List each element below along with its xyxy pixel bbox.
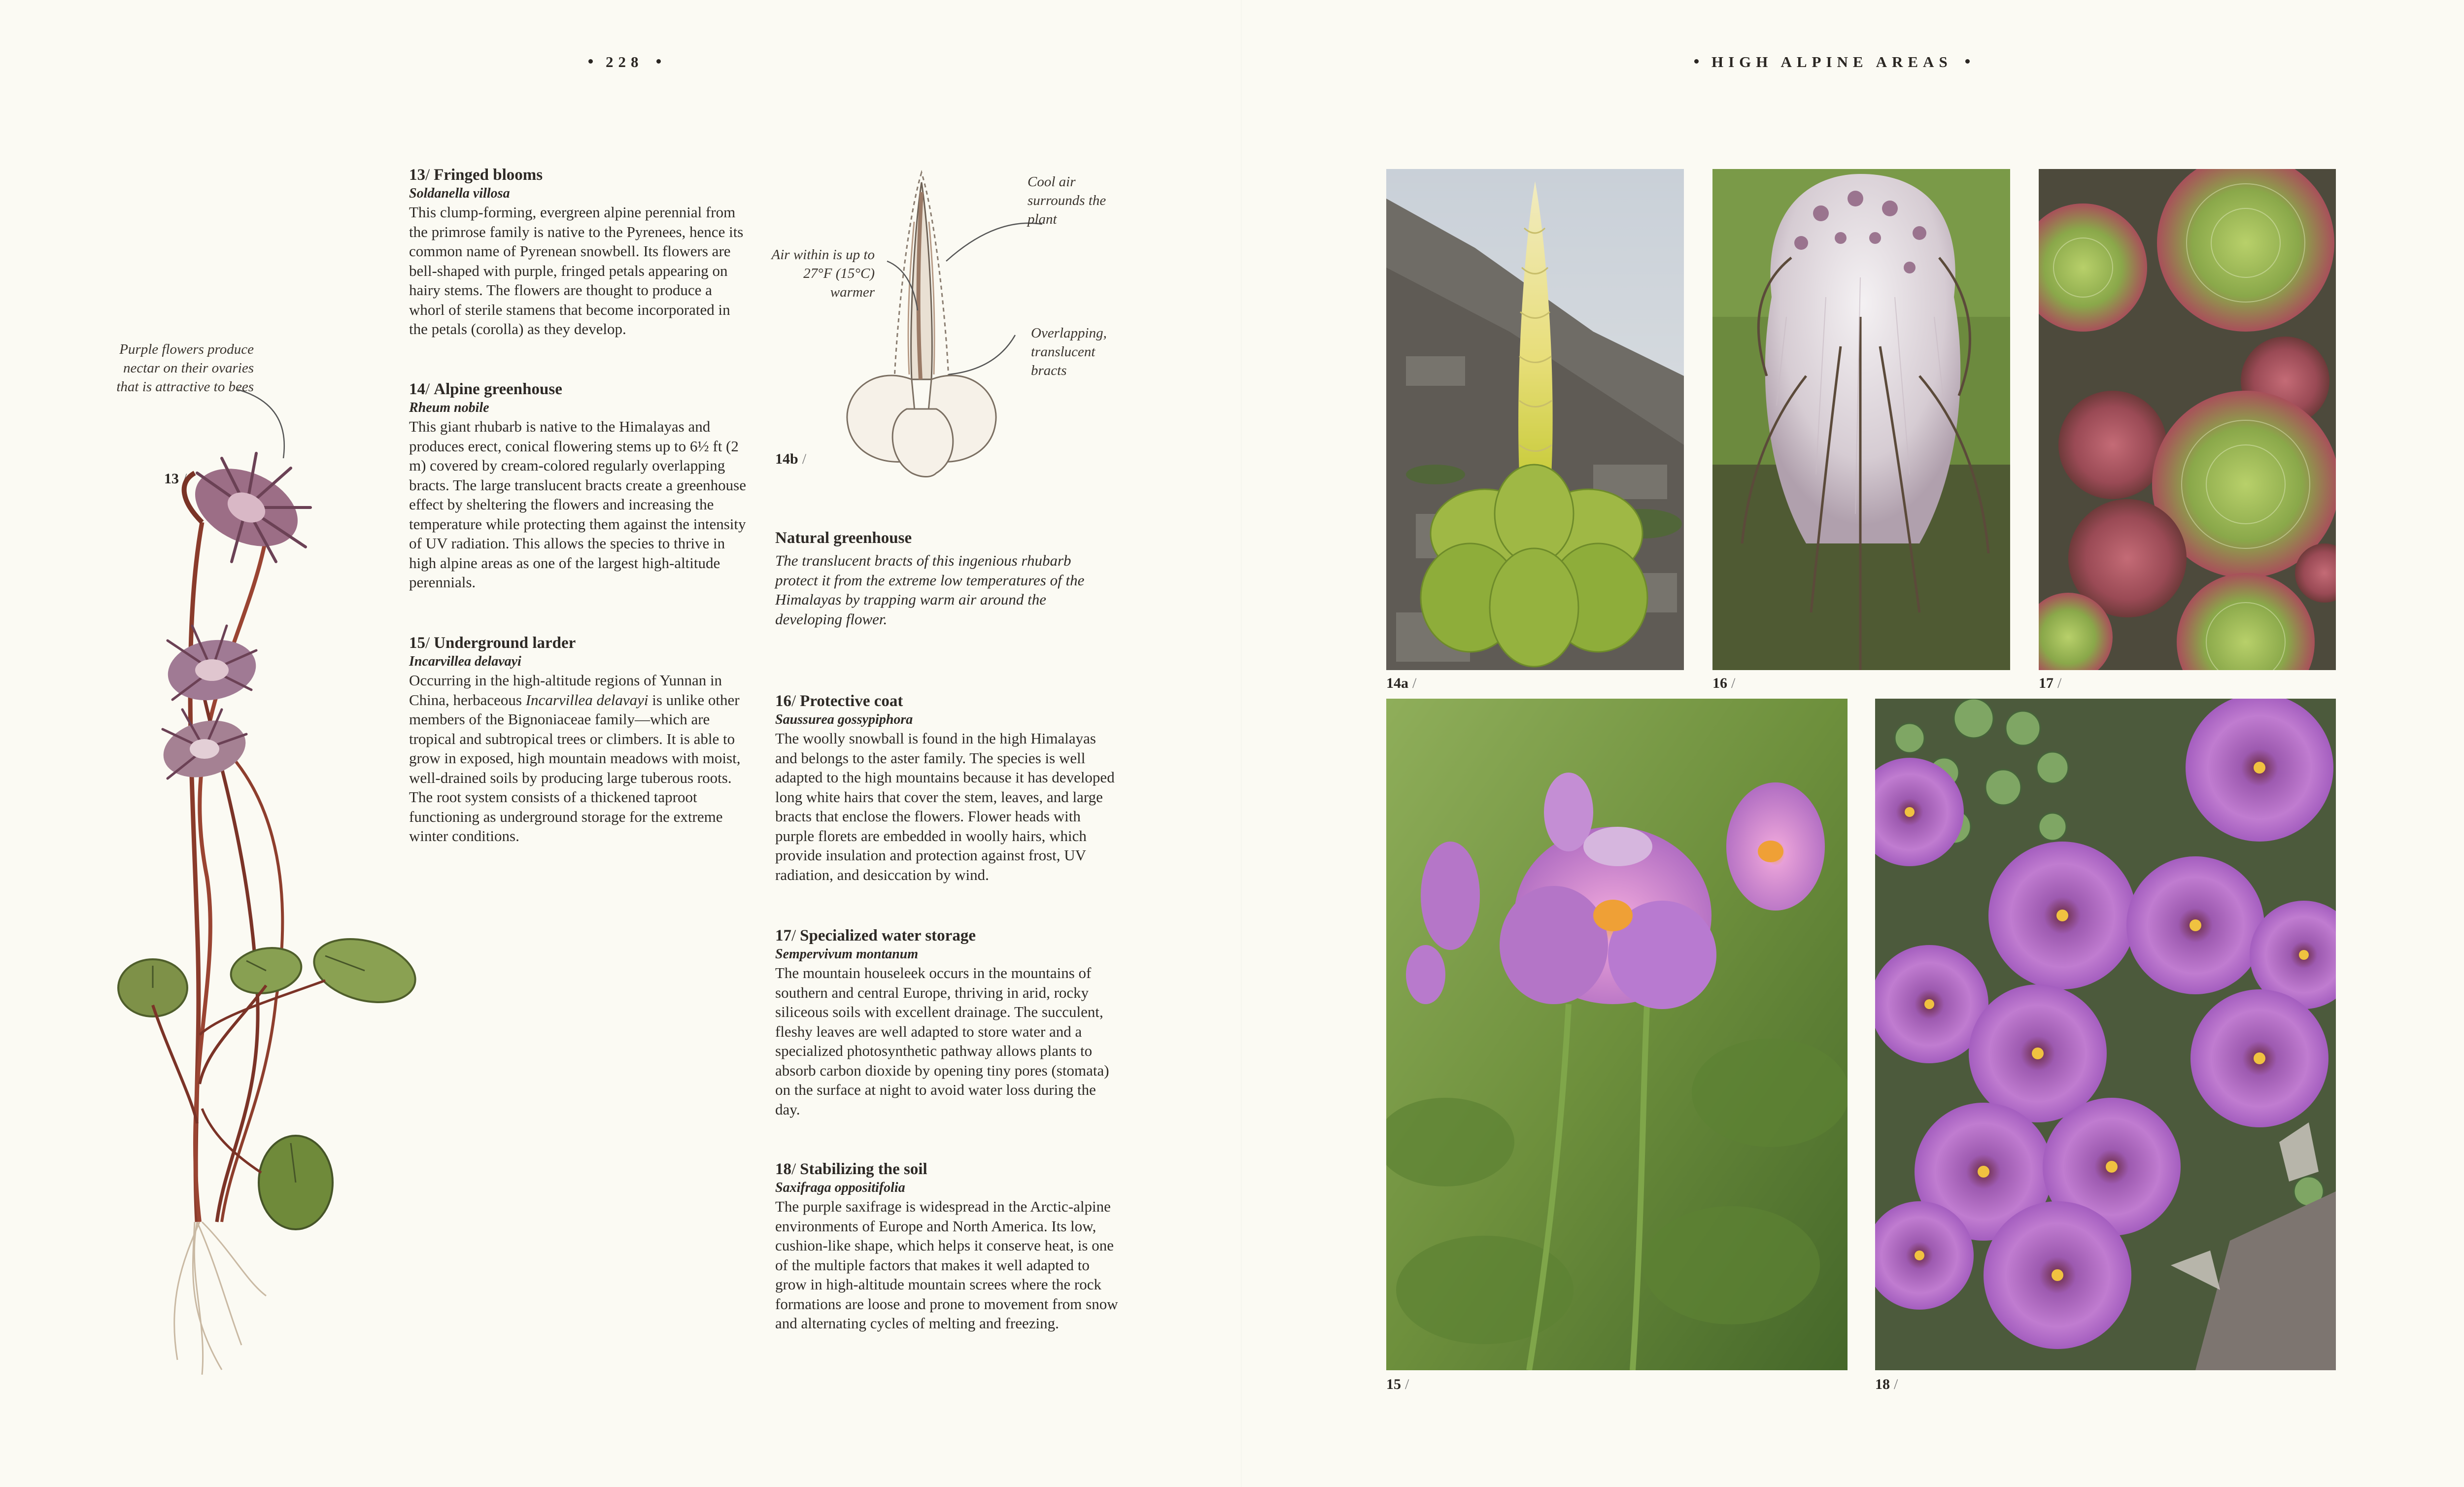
photo-15	[1386, 699, 1848, 1370]
heading-slash: /	[425, 634, 430, 652]
soldanella-illustration	[108, 384, 444, 1389]
entry-number: 18	[775, 1160, 791, 1178]
entry-heading	[775, 1159, 1120, 1179]
entry-18	[775, 1159, 1120, 1333]
entry-body: The purple saxifrage is widespread in the Arctic-alpine environments of Europe and North America. Its low, cushion-like shape, which helps it conserve heat, is one of the multiple factors that makes it well adapted to grow in high-altitude mountain screes where the rock formations are loose and prone to movement from snow and alternating cycles of melting and freezing.	[775, 1198, 1118, 1332]
label-slash: /	[183, 471, 187, 487]
illustration-annotation: Purple flowers produce nectar on their ovaries that is attractive to bees	[116, 341, 254, 395]
fringed-flower	[163, 626, 261, 707]
entry-body: The woolly snowball is found in the high Himalayas and belongs to the aster family. The species is well adapted to the high mountains because it has developed long white hairs that cover the stem, leaves, and large bracts that enclose the flowers. Flower heads with purple florets are embedded in woolly hairs, which provide insulation and protection against frost, UV radiation, and desiccation by wind.	[775, 730, 1115, 883]
diagram-annotation-bracts: Overlapping, translucent bracts	[1031, 325, 1107, 378]
diagram-leaves	[847, 375, 996, 476]
entry-number: 14	[409, 380, 425, 398]
entry-title: Specialized water storage	[800, 927, 976, 945]
body-text: is unlike other members of the Bignoniaceae family—which are tropical and subtropical trees or climbers. It is able to grow in exposed, high mountain meadows with moist, well-drained soils by producing large tuberous roots. The root system consists of a thickened taproot functioning as underground storage for the extreme winter conditions.	[409, 691, 741, 845]
latin-name: Incarvillea delavayi	[409, 654, 521, 669]
photo-number: 18	[1875, 1376, 1890, 1392]
label-slash: /	[1731, 675, 1736, 691]
label-slash: /	[1412, 675, 1417, 691]
trumpet-flower	[1726, 782, 1825, 911]
photo-label-15	[1386, 1376, 1409, 1393]
diagram-caption: The translucent bracts of this ingenious rhubarb protect it from the extreme low temperatures of the Himalayas by trapping warm air around the developing flower.	[775, 552, 1085, 628]
entry-body: The mountain houseleek occurs in the mountains of southern and central Europe, thriving in arid, rocky siliceous soils with excellent drainage. The succulent, fleshy leaves are well adapted to store water and a specialized photosynthetic pathway allows plants to absorb carbon dioxide by opening tiny pores (stomata) on the surface at night to avoid water loss during the day.	[775, 964, 1109, 1118]
latin-name: Sempervivum montanum	[775, 946, 919, 962]
roots	[174, 1222, 266, 1375]
entry-13	[409, 165, 749, 339]
heading-slash: /	[425, 166, 430, 184]
diagram-annotation-warm: Air within is up to 27°F (15°C) warmer	[771, 247, 875, 300]
photo-label-14a	[1386, 675, 1416, 692]
diagram-number: 14b	[775, 451, 798, 467]
gutter-shadow	[1241, 0, 1242, 1487]
entry-body: This clump-forming, evergreen alpine perennial from the primrose family is native to the Pyrenees, hence its common name of Pyrenean snowbell. Its flowers are bell-shaped with purple, fringed petals appearing on hairy stems. The flowers are thought to produce a whorl of sterile stamens that become incorporated in the petals (corolla) as they develop.	[409, 203, 744, 338]
photo-number: 14a	[1386, 675, 1408, 691]
diagram-caption-block	[775, 528, 1100, 629]
heading-slash: /	[425, 380, 430, 398]
bullet-dot	[1965, 59, 1970, 64]
entry-body	[409, 671, 749, 846]
heading-slash: /	[791, 1160, 796, 1178]
heading-slash: /	[791, 927, 796, 945]
fringed-flower	[157, 710, 252, 786]
bullet-dot	[588, 59, 593, 64]
entry-heading	[409, 165, 749, 185]
entry-number: 17	[775, 927, 791, 945]
label-slash: /	[1894, 1376, 1898, 1392]
entry-title: Protective coat	[800, 692, 903, 710]
entry-body: This giant rhubarb is native to the Himalayas and produces erect, conical flowering stems up to 6½ ft (2 m) covered by cream-colored regularly overlapping bracts. The large translucent bracts create a greenhouse effect by sheltering the flowers and increasing the temperature while protecting them against the intensity of UV radiation. This allows the species to thrive in high alpine areas as one of the largest high-altitude perennials.	[409, 418, 746, 591]
photo-label-17	[2039, 675, 2061, 692]
illustration-number: 13	[164, 471, 179, 487]
page-number: 228	[606, 53, 644, 70]
section-title-header	[1681, 53, 1983, 71]
entry-title: Fringed blooms	[434, 166, 543, 184]
diagram-label	[775, 451, 806, 468]
entry-number: 16	[775, 692, 791, 710]
photo-14a	[1386, 169, 1684, 670]
entry-16	[775, 691, 1120, 884]
section-title: HIGH ALPINE AREAS	[1711, 53, 1952, 70]
heading-slash: /	[791, 692, 796, 710]
label-slash: /	[1405, 1376, 1409, 1392]
page-number-header	[576, 53, 674, 71]
latin-name: Soldanella villosa	[409, 186, 510, 201]
entry-17	[775, 926, 1120, 1119]
photo-label-18	[1875, 1376, 1898, 1393]
body-italic: Incarvillea delavayi	[525, 691, 649, 709]
photo-number: 15	[1386, 1376, 1401, 1392]
entry-heading	[775, 926, 1120, 946]
latin-name: Saxifraga oppositifolia	[775, 1180, 905, 1195]
photo-17	[2039, 169, 2336, 670]
latin-name: Rheum nobile	[409, 400, 489, 415]
label-slash: /	[802, 451, 807, 467]
photo-16	[1712, 169, 2010, 670]
entry-heading	[775, 691, 1120, 711]
entry-15	[409, 633, 749, 846]
entry-title: Alpine greenhouse	[434, 380, 562, 398]
diagram-heading: Natural greenhouse	[775, 529, 912, 547]
body-text: Occurring in the high-altitude regions of Yunnan in China, herbaceous	[409, 672, 722, 709]
photo-label-16	[1712, 675, 1735, 692]
entry-heading	[409, 379, 749, 399]
photo-number: 17	[2039, 675, 2053, 691]
entry-title: Stabilizing the soil	[800, 1160, 927, 1178]
entry-number: 15	[409, 634, 425, 652]
fringed-flower	[183, 453, 310, 562]
latin-name: Saussurea gossypiphora	[775, 712, 913, 727]
bullet-dot	[656, 59, 661, 64]
photo-number: 16	[1712, 675, 1727, 691]
entry-heading	[409, 633, 749, 653]
bullet-dot	[1694, 59, 1699, 64]
entry-14	[409, 379, 749, 592]
entry-number: 13	[409, 166, 425, 184]
entry-title: Underground larder	[434, 634, 576, 652]
label-slash: /	[2057, 675, 2062, 691]
diagram-annotation-cool: Cool air surrounds the plant	[1027, 174, 1106, 227]
round-leaf	[118, 929, 422, 1229]
photo-18	[1875, 699, 2336, 1370]
